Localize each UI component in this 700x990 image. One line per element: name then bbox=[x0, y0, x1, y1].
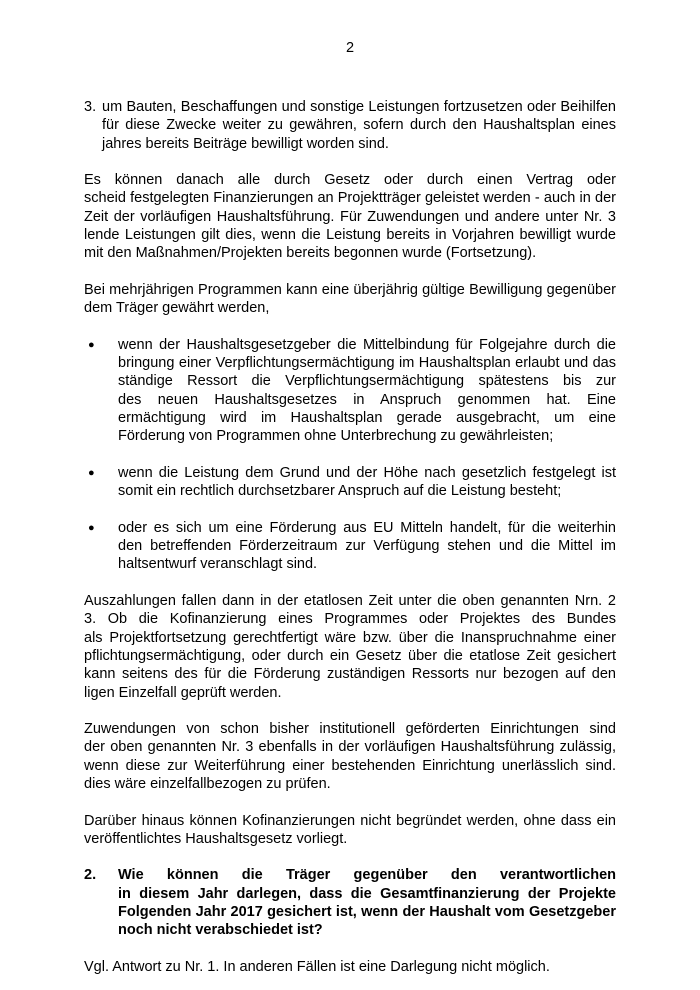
paragraph-multiyear-programs bbox=[84, 281, 616, 318]
text-line: mit den Maßnahmen/Projekten bereits begonnen wurde (Fortsetzung). bbox=[84, 245, 537, 262]
text-line: dies wäre einzelfallbezogen zu prüfen. bbox=[84, 775, 331, 792]
bullet-item-commitment-authorization bbox=[84, 336, 616, 446]
text-line: somit ein rechtlich durchsetzbarer Anspruch auf die Leistung besteht; bbox=[118, 483, 562, 500]
text-line: noch nicht verabschiedet ist? bbox=[118, 922, 323, 939]
text-line: bringung einer Verpflichtungsermächtigung im Haushaltsplan erlaubt und das bbox=[118, 355, 616, 372]
text-line: Auszahlungen fallen dann in der etatlosen Zeit unter die oben genannten Nrn. 2 bbox=[84, 593, 616, 610]
text-line: haltsentwurf veranschlagt sind. bbox=[118, 556, 318, 573]
list-item-number: 3. bbox=[84, 99, 97, 115]
bullet-icon: ● bbox=[88, 338, 95, 351]
text-line: ligen Einzelfall geprüft werden. bbox=[84, 684, 282, 701]
text-line: den betreffenden Förderzeitraum zur Verfügung stehen und die Mittel im bbox=[118, 538, 616, 555]
paragraph-payments-cofinancing bbox=[84, 592, 616, 702]
text-line: veröffentlichtes Haushaltsgesetz vorliegt. bbox=[84, 830, 348, 847]
text-line: um Bauten, Beschaffungen und sonstige Leistungen fortzusetzen oder Beihilfen bbox=[102, 99, 616, 115]
bullet-icon: ● bbox=[88, 466, 95, 479]
text-line: in diesem Jahr darlegen, dass die Gesamtfinanzierung der Projekte bbox=[118, 885, 616, 902]
text-line: für diese Zwecke weiter zu gewähren, sofern durch den Haushaltsplan eines bbox=[102, 117, 616, 134]
text-line: Zuwendungen von schon bisher institutionell geförderten Einrichtungen sind bbox=[84, 721, 616, 738]
list-item-3 bbox=[84, 98, 616, 153]
bullet-icon: ● bbox=[88, 521, 95, 534]
text-line: kann seitens des für die Förderung zuständigen Ressorts nur bezogen auf den bbox=[84, 666, 616, 683]
bullet-item-legal-claim bbox=[84, 464, 616, 501]
answer-text: Vgl. Antwort zu Nr. 1. In anderen Fällen ist eine Darlegung nicht möglich. bbox=[84, 958, 550, 975]
text-line: jahres bereits Beiträge bewilligt worden sind. bbox=[102, 135, 389, 152]
text-line: Wie können die Träger gegenüber den verantwortlichen bbox=[118, 867, 616, 884]
text-line: Darüber hinaus können Kofinanzierungen nicht begründet werden, ohne dass ein bbox=[84, 812, 616, 829]
text-line: wenn die Leistung dem Grund und der Höhe nach gesetzlich festgelegt ist bbox=[118, 464, 616, 481]
paragraph-institutional-funding bbox=[84, 720, 616, 793]
bullet-item-eu-funding bbox=[84, 519, 616, 574]
text-line: Folgenden Jahr 2017 gesichert ist, wenn der Haushalt vom Gesetzgeber bbox=[118, 904, 616, 921]
text-line: dem Träger gewährt werden, bbox=[84, 300, 270, 317]
page-number: 2 bbox=[345, 40, 355, 56]
question-number: 2. bbox=[84, 867, 97, 884]
text-line: pflichtungsermächtigung, oder durch ein Gesetz über die etatlose Zeit gesichert bbox=[84, 647, 616, 664]
question-2 bbox=[84, 866, 616, 939]
paragraph-funding-continuation bbox=[84, 171, 616, 262]
text-line: scheid festgelegten Finanzierungen an Projektträger geleistet werden - auch in der bbox=[84, 190, 616, 207]
text-line: lende Leistungen gilt dies, wenn die Leistung bereits in Vorjahren bewilligt wurde bbox=[84, 227, 616, 244]
text-line: ständige Ressort die Verpflichtungsermächtigung spätestens bis zur bbox=[118, 373, 616, 390]
paragraph-no-cofinancing bbox=[84, 812, 616, 849]
document-body bbox=[84, 98, 616, 976]
text-line: als Projektfortsetzung gerechtfertigt wäre bzw. über die Inanspruchnahme einer bbox=[84, 629, 616, 646]
answer-2 bbox=[84, 958, 616, 976]
text-line: Förderung von Programmen ohne Unterbrechung zu gewährleisten; bbox=[118, 428, 554, 445]
text-line: oder es sich um eine Förderung aus EU Mitteln handelt, für die weiterhin bbox=[118, 519, 616, 536]
text-line: der oben genannten Nr. 3 ebenfalls in der vorläufigen Haushaltsführung zulässig, bbox=[84, 739, 616, 756]
text-line: ermächtigung wird im Haushaltsplan gerade ausgebracht, um eine bbox=[118, 410, 616, 427]
text-line: wenn diese zur Weiterführung einer bestehenden Einrichtung unerlässlich sind. bbox=[84, 757, 616, 774]
text-line: wenn der Haushaltsgesetzgeber die Mittelbindung für Folgejahre durch die bbox=[118, 336, 616, 353]
text-line: Es können danach alle durch Gesetz oder durch einen Vertrag oder bbox=[84, 172, 616, 189]
text-line: Bei mehrjährigen Programmen kann eine überjährig gültige Bewilligung gegenüber bbox=[84, 281, 616, 298]
text-line: Zeit der vorläufigen Haushaltsführung. Für Zuwendungen und andere unter Nr. 3 bbox=[84, 208, 616, 225]
text-line: des neuen Haushaltsgesetzes in Anspruch genommen hat. Eine bbox=[118, 391, 616, 408]
text-line: 3. Ob die Kofinanzierung eines Programmes oder Projektes des Bundes bbox=[84, 611, 616, 628]
